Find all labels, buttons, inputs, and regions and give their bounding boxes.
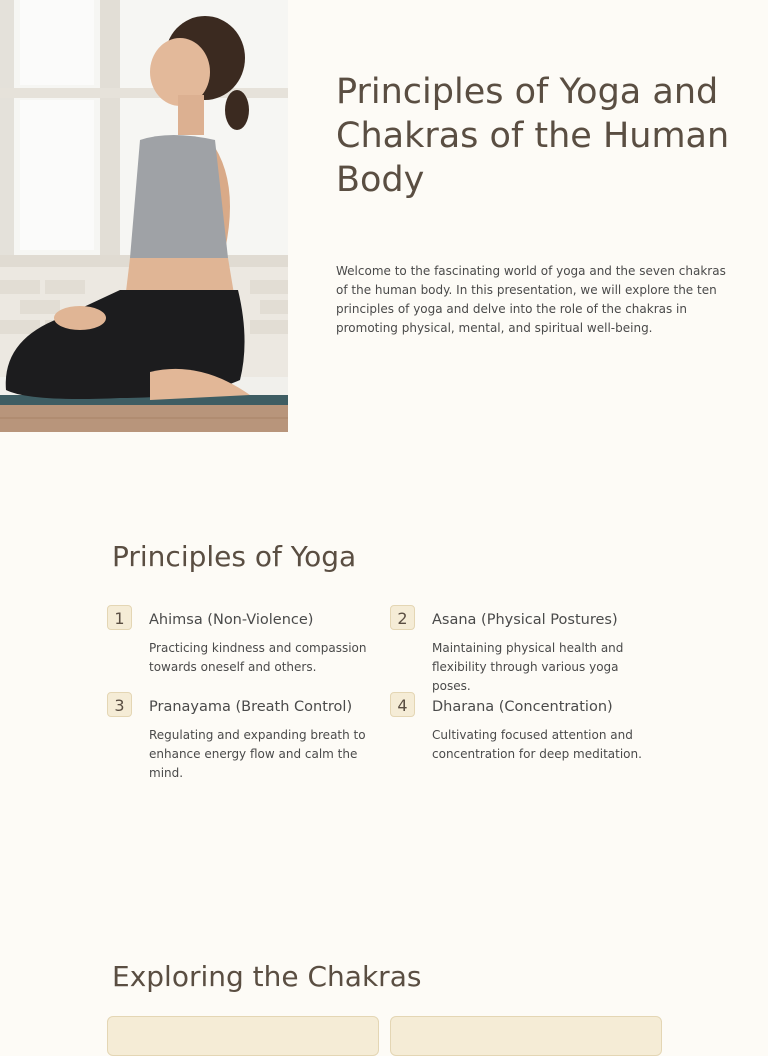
principle-number-badge: 2	[390, 605, 415, 630]
principle-number-badge: 4	[390, 692, 415, 717]
principle-description: Cultivating focused attention and concentration for deep meditation.	[432, 728, 642, 761]
intro-paragraph: Welcome to the fascinating world of yoga and the seven chakras of the human body. In this presentation, we will explore the ten principles of yoga and delve into the role of the chakras in promoting physical, mental, and spiritual well-being.	[336, 264, 726, 335]
page-title: Principles of Yoga and Chakras of the Human Body	[336, 72, 730, 200]
chakras-heading: Exploring the Chakras	[112, 960, 422, 993]
principle-number-badge: 3	[107, 692, 132, 717]
chakra-card	[390, 1016, 662, 1056]
principles-heading: Principles of Yoga	[112, 540, 357, 573]
principle-title: Asana (Physical Postures)	[432, 612, 618, 628]
chakra-card	[107, 1016, 379, 1056]
hero-yoga-photo	[0, 0, 288, 432]
principle-description: Regulating and expanding breath to enhance energy flow and calm the mind.	[149, 728, 366, 780]
principle-description: Maintaining physical health and flexibility through various yoga poses.	[432, 641, 624, 693]
principle-title: Ahimsa (Non-Violence)	[149, 612, 314, 628]
principle-title: Dharana (Concentration)	[432, 699, 613, 715]
principle-title: Pranayama (Breath Control)	[149, 699, 353, 715]
principle-number-badge: 1	[107, 605, 132, 630]
principle-description: Practicing kindness and compassion towards oneself and others.	[149, 641, 367, 674]
